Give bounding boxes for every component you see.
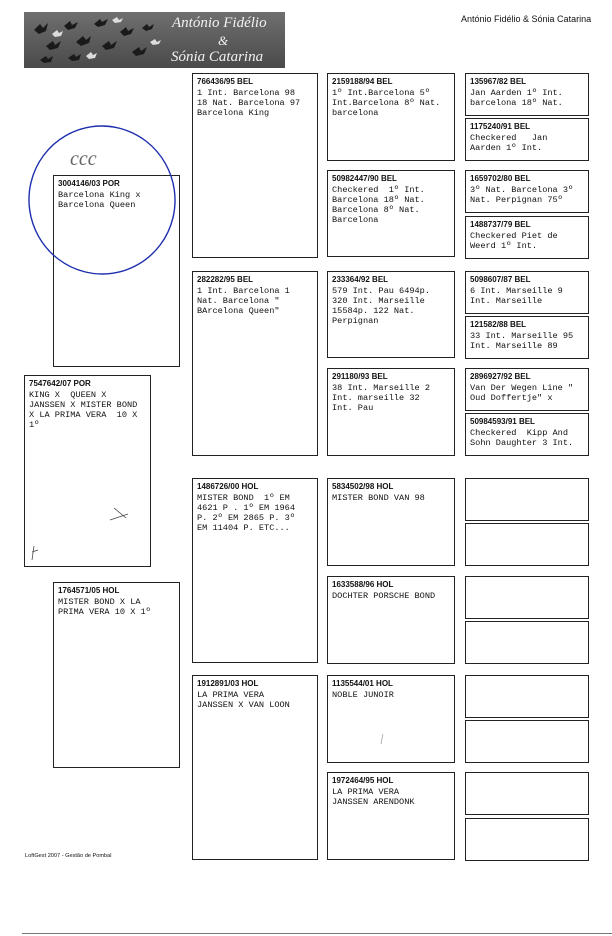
ring-number: 1175240/91 BEL bbox=[470, 122, 531, 131]
pedigree-card-p22 bbox=[327, 576, 455, 664]
pedigree-card-p2 bbox=[192, 73, 318, 258]
logo-name-2: Sónia Catarina bbox=[171, 49, 264, 65]
pedigree-card-p10 bbox=[327, 271, 455, 358]
pigeon-details bbox=[466, 482, 588, 484]
ring-number: 1659702/80 BEL bbox=[470, 174, 531, 183]
pedigree-card-p26 bbox=[327, 675, 455, 763]
pedigree-card-p19 bbox=[465, 478, 589, 521]
ring-number: 1972464/95 HOL bbox=[332, 776, 394, 785]
ring-number: 3004146/03 POR bbox=[58, 179, 120, 188]
pigeon-details: 38 Int. Marseille 2 Int. marseille 32 Int. Pau bbox=[332, 383, 430, 413]
pedigree-card-p7 bbox=[465, 170, 589, 213]
pigeon-details: Barcelona King x Barcelona Queen bbox=[58, 190, 141, 210]
ring-number: 233364/92 BEL bbox=[332, 275, 389, 284]
pedigree-card-p17 bbox=[192, 478, 318, 663]
ring-number: 2159188/94 BEL bbox=[332, 77, 393, 86]
pigeon-details bbox=[466, 625, 588, 627]
pedigree-card-p13 bbox=[24, 375, 151, 567]
pedigree-card-p6 bbox=[327, 170, 455, 257]
logo-ampersand: & bbox=[218, 33, 229, 48]
pigeon-details: 1 Int. Barcelona 1 Nat. Barcelona " BArcelona Queen" bbox=[197, 286, 290, 316]
footer-credit: LoftGest 2007 - Gestão de Pombal bbox=[25, 853, 112, 859]
pedigree-card-p1 bbox=[53, 175, 180, 367]
pigeon-details bbox=[466, 724, 588, 726]
pedigree-card-p29 bbox=[327, 772, 455, 860]
pigeon-details: MISTER BOND X LA PRIMA VERA 10 X 1º bbox=[58, 597, 151, 617]
ring-number: 282282/95 BEL bbox=[197, 275, 254, 284]
pigeon-details bbox=[466, 580, 588, 582]
ring-number: 121582/88 BEL bbox=[470, 320, 527, 329]
owner-name: António Fidélio & Sónia Catarina bbox=[461, 14, 592, 24]
pigeon-details: NOBLE JUNOIR bbox=[332, 690, 394, 700]
pigeon-details: 6 Int. Marseille 9 Int. Marseille bbox=[470, 286, 563, 306]
pedigree-card-p14 bbox=[327, 368, 455, 456]
ring-number: 1488737/79 BEL bbox=[470, 220, 531, 229]
pedigree-card-p9 bbox=[192, 271, 318, 456]
ring-number: 50982447/90 BEL bbox=[332, 174, 397, 183]
pigeon-details: 579 Int. Pau 6494p. 320 Int. Marseille 15584p. 122 Nat. Perpignan bbox=[332, 286, 430, 326]
ring-number: 1764571/05 HOL bbox=[58, 586, 120, 595]
pigeon-details bbox=[466, 527, 588, 529]
pedigree-card-p4 bbox=[465, 73, 589, 116]
pedigree-card-p15 bbox=[465, 368, 589, 411]
ring-number: 1633588/96 HOL bbox=[332, 580, 394, 589]
ring-number: 291180/93 BEL bbox=[332, 372, 388, 381]
pigeon-details: MISTER BOND 1º EM 4621 P . 1º EM 1964 P. 2º EM 2865 P. 3º EM 11404 P. ETC... bbox=[197, 493, 295, 533]
pigeon-details: KING X QUEEN X JANSSEN X MISTER BOND X LA PRIMA VERA 10 X 1º bbox=[29, 390, 138, 430]
pigeon-details bbox=[466, 776, 588, 778]
pedigree-card-p16 bbox=[465, 413, 589, 456]
pedigree-card-p27 bbox=[465, 675, 589, 718]
pigeon-details: DOCHTER PORSCHE BOND bbox=[332, 591, 436, 601]
pigeon-details: 3º Nat. Barcelona 3º Nat. Perpignan 75º bbox=[470, 185, 574, 205]
page-bottom-rule bbox=[22, 933, 612, 934]
ring-number: 2896927/92 BEL bbox=[470, 372, 531, 381]
ring-number: 1912891/03 HOL bbox=[197, 679, 259, 688]
ring-number: 1135544/01 HOL bbox=[332, 679, 393, 688]
ring-number: 135967/82 BEL bbox=[470, 77, 527, 86]
pigeon-details: MISTER BOND VAN 98 bbox=[332, 493, 425, 503]
pigeon-details: 1 Int. Barcelona 98 18 Nat. Barcelona 97 Barcelona King bbox=[197, 88, 301, 118]
pigeon-details bbox=[466, 822, 588, 824]
pedigree-card-p23 bbox=[465, 576, 589, 619]
pigeon-details: Van Der Wegen Line " Oud Doffertje" x bbox=[470, 383, 574, 403]
pigeon-details: LA PRIMA VERA JANSSEN ARENDONK bbox=[332, 787, 415, 807]
pedigree-card-p12 bbox=[465, 316, 589, 359]
pigeon-details: Checkered 1º Int. Barcelona 18º Nat. Barcelona 8º Nat. Barcelona bbox=[332, 185, 425, 225]
ring-number: 5098607/87 BEL bbox=[470, 275, 531, 284]
pigeon-details: LA PRIMA VERA JANSSEN X VAN LOON bbox=[197, 690, 290, 710]
handwritten-note: ccc bbox=[70, 148, 97, 170]
pigeon-details bbox=[466, 679, 588, 681]
pedigree-card-p20 bbox=[465, 523, 589, 566]
pedigree-card-p3 bbox=[327, 73, 455, 161]
pedigree-card-p5 bbox=[465, 118, 589, 161]
pigeon-details: Checkered Kipp And Sohn Daughter 3 Int. bbox=[470, 428, 574, 448]
pedigree-card-p31 bbox=[465, 818, 589, 861]
ring-number: 766436/95 BEL bbox=[197, 77, 254, 86]
pigeon-flock-icon bbox=[24, 12, 164, 68]
pigeon-details: Checkered Piet de Weerd 1º Int. bbox=[470, 231, 558, 251]
pedigree-card-p8 bbox=[465, 216, 589, 259]
loft-logo bbox=[24, 12, 285, 68]
pedigree-card-p21 bbox=[53, 582, 180, 768]
pigeon-details: 33 Int. Marseille 95 Int. Marseille 89 bbox=[470, 331, 574, 351]
pedigree-card-p28 bbox=[465, 720, 589, 763]
pedigree-card-p18 bbox=[327, 478, 455, 566]
pigeon-details: 1º Int.Barcelona 5º Int.Barcelona 8º Nat. barcelona bbox=[332, 88, 441, 118]
pedigree-card-p11 bbox=[465, 271, 589, 314]
pedigree-card-p30 bbox=[465, 772, 589, 815]
pedigree-card-p25 bbox=[192, 675, 318, 860]
ring-number: 50984593/91 BEL bbox=[470, 417, 535, 426]
ring-number: 7547642/07 POR bbox=[29, 379, 91, 388]
pigeon-details: Jan Aarden 1º Int. barcelona 18º Nat. bbox=[470, 88, 563, 108]
logo-name-1: António Fidélio bbox=[172, 15, 267, 31]
pedigree-card-p24 bbox=[465, 621, 589, 664]
ring-number: 1486726/00 HOL bbox=[197, 482, 259, 491]
ring-number: 5834502/98 HOL bbox=[332, 482, 394, 491]
pigeon-details: Checkered Jan Aarden 1º Int. bbox=[470, 133, 548, 153]
